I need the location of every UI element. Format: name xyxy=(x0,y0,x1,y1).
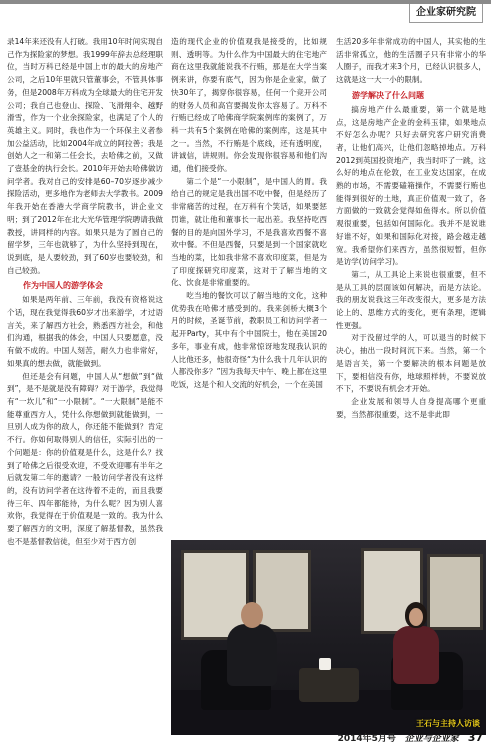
cup xyxy=(319,658,331,670)
paragraph: 对于没留过学的人，可以退当的时候下决心，抽出一段时间沉下来。当然，第一个是语言关，第一个要解决的根本问题是放下，要相信没有你，地球照样转，不要说放不下，不要说有机会才开始。 xyxy=(336,333,486,394)
interviewee-head xyxy=(241,602,263,628)
page-footer xyxy=(338,730,483,746)
paragraph: 吃当地的餐饮可以了解当地的文化，这种优势我在哈佛才感受到的。我来剑桥大概3个月的时候，圣诞节前，教职员工和访问学者一起开Party，其中有个中国院士，他在美国20多年，事业有成，他非常惊讶地发现我认识的人比他还多，他很奇怪“为什么我十几年认识的人都没你多？”因为我每天中午、晚上都在这里吃饭，这是个和人交流的好机会，一个在美国 xyxy=(171,291,327,389)
interview-photo xyxy=(171,540,486,735)
article-column-3 xyxy=(336,36,486,538)
photo-caption: 王石与主持人访谈 xyxy=(416,719,480,728)
subheading: 游学解决了什么问题 xyxy=(352,90,424,100)
subheading: 作为中国人的游学体会 xyxy=(23,281,103,291)
wall-painting xyxy=(427,554,483,630)
paragraph: 第二，从工具论上来说也很重要，但不是从工具的层面该如何解决，而是方法论。我的朋友说我这三年改变很大，更多是方法论上的、思维方式的变化，更有条理，逻辑性更强。 xyxy=(336,269,486,330)
paragraph: 搞房地产什么最重要，第一个就是地点，这是房地产企业的金科玉律，如果地点不好怎么办呢？只好去研究客户研究消费者，让他们高兴，让他们忽略掉地点。万科2012到英国投资地产，我当时吓了一跳，这么好的地点在伦敦，在工业发达国家，在成熟的市场，不需要磕箱操作，不需要行贿也能得到很好的土地，真正价值观一致了，各方面做的一致就会觉得如鱼得水。所以价值观很重要，包括如何国际化。我并不是说谁好谁不好，如果和国际化对接，路会越走越宽。我希望你们来西方，虽然很短暂，但你是访学(访问学习)。 xyxy=(336,104,486,267)
article-column-2 xyxy=(171,36,327,538)
article-column-1 xyxy=(7,36,163,726)
paragraph: 第二个是“一小限制”，是中国人的胃。我给自己的规定是我出国不吃中餐，但是经历了非常痛苦的过程，在万科有个笑话，如果要惩罚谁，就让他和董事长一起出差。我坚持吃西餐的目的是向国外学习，不是我喜欢西餐不喜欢中餐。不但是西餐，只要是到一个国家就吃当地的菜，比如我非常不喜欢印度菜，但是为了印度探研究印度菜，这对于了解当地的文化、饮食是非常重要的。 xyxy=(171,176,327,288)
magazine-name: 企业与企业家 xyxy=(404,734,459,744)
issue-date: 2014年5月号 xyxy=(337,734,396,744)
paragraph: 企业发展和领导人自身提高哪个更重要，当然都很重要，这不是非此即 xyxy=(336,396,486,419)
paragraph: 如果是两年前、三年前，我没有资格说这个话，现在我觉得我60岁才出来游学，才过语言关，来了解西方社会，熟悉西方社会，和他们沟通，根据我的体会，中国人只要愿意，没有做不成的。中国人刻苦，耐久力也非常好，如果真的想去做，就能做到。 xyxy=(7,295,163,368)
interviewee-figure xyxy=(227,624,277,686)
paragraph: 录14年来还没有人打破。我用10年时间实现自己作为探险家的梦想。我1999年辞去总经理职位，当时万科已经是中国上市的最大的房地产公司，之后10年里就只管董事会，不管具体事务，但是2008年万科成为全球最大的住宅开发公司；我自己也登山、探险、飞滑翔伞、越野滑雪，作为一个业余探险家，也满足了个人的英雄主义。同时，我也作为一个环保主义者参加公益活动，比如2004年成立的阿拉善；我是创始人之一和第二任会长，去哈佛之前，又做了壹基金的执行会长。2010年开始去哈佛做访问学者。我对自己的安排是60–70岁逐步减少探险活动，更多地作为老师去大学教书。2009年我开始在香港大学商学院教书，讲企业文明；到了2012年在北大光华管理学院聘请我做教授，讲同样的内容。如果只是为了圆自己的留学梦，三年也就够了，为什么坚持到现在，说到底，是人要较劲，到了60岁也要较劲，和自己较劲。 xyxy=(7,37,163,275)
page-number: 37 xyxy=(467,731,483,744)
host-face xyxy=(409,608,423,626)
paragraph: 生活20多年非常成功的中国人，其实他的生活非常孤立，他的生活圈子只有非常小的华人圈子，而我才来3个月，已经认识很多人，这就是这一大一小的限制。 xyxy=(336,37,486,85)
host-figure xyxy=(393,626,439,684)
paragraph: 但还是会有问题，中国人从“想做”到“做到”，是不是就是没有障碍？对于游学，我觉得有“一坎儿”和“一小限制”。“一大限制”是能不能尊重西方人，凭什么你想做到就能做到，一旦别人成为你的敌人，你还能不能做到？肯定不行。你如何取得别人的信任，实际引出的一个问题是：你的价值观是什么，这是什么？找到了哈佛之后很受欢迎，不受欢迎哪有半年之后就发第二年的邀请？一般访问学者没有这样的，没有访问学者在这待着不走的，而且我要待三年、四年都能待，为什么呢？因为别人喜欢你，我觉得在于价值观是一致的。我为什么要了解西方的文明，深度了解基督教，虽然我也不是基督教信徒，但至少对于西方创 xyxy=(7,371,163,546)
side-table xyxy=(299,668,359,702)
section-label: 企业家研究院 xyxy=(409,4,483,23)
paragraph: 造的现代企业的价值观我是接受的，比如规则、透明等。为什么作为中国最大的住宅地产商在这里我就能说我不行贿，那是在大学当案例来讲，你要有底气，因为你是企业家，做了快30年了，揭穿你很容易，任何一个竞开公司的财务人员和高官要揭发你太容易了。万科不行贿已经成了哈佛商学院案例库的案例了，万科一共有5个案例在哈佛的案例库，这是其中之一。当然，不行贿是个底线，还有透明度，讲诚信，讲规则。你会发现你很容易和他们沟通，他们接受你。 xyxy=(171,37,327,174)
